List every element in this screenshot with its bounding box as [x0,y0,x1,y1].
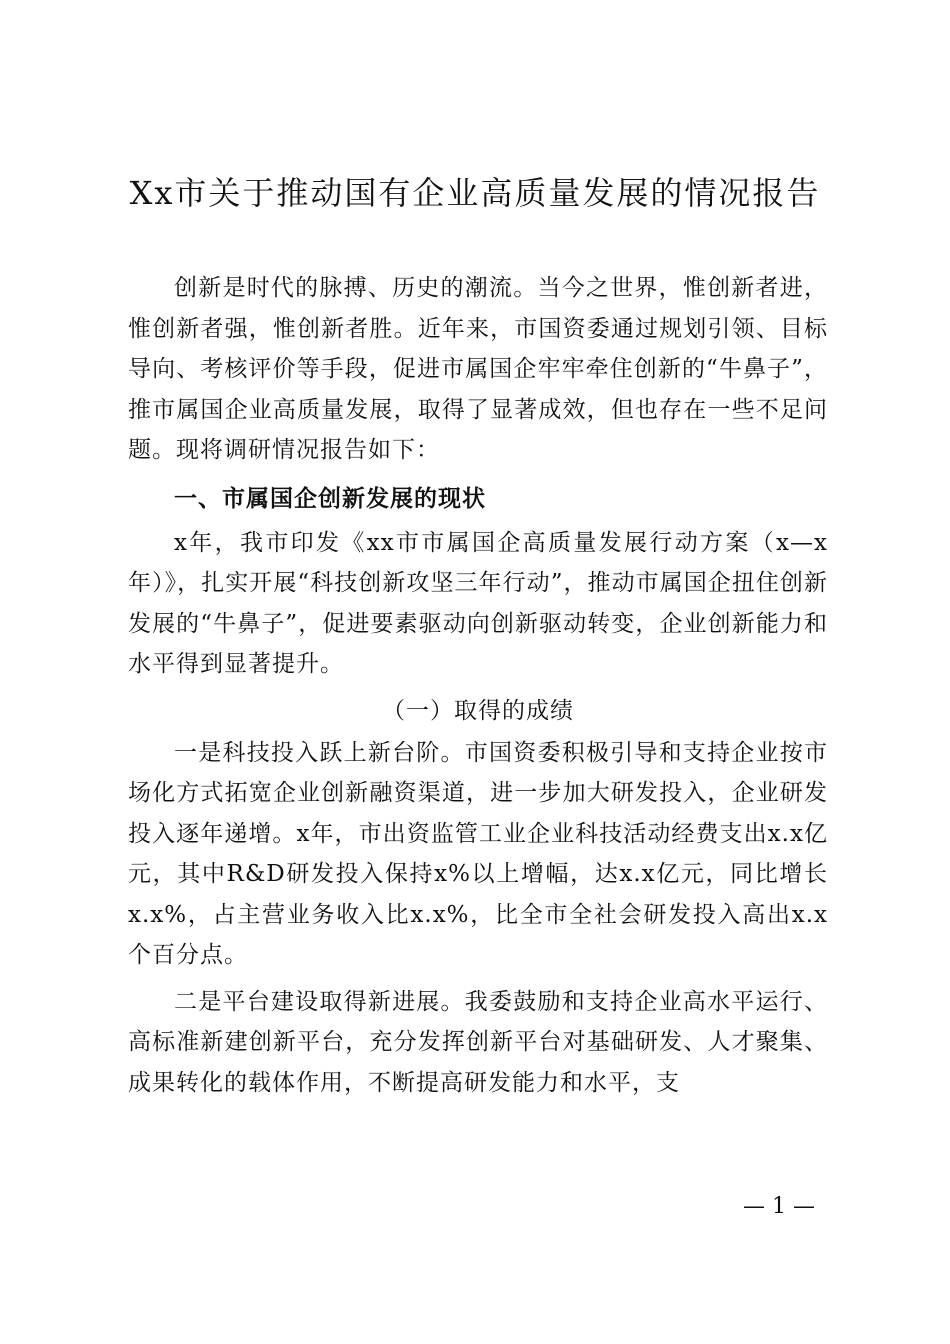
document-body [128,268,828,1103]
document-title: Xx市关于推动国有企业高质量发展的情况报告 [129,174,821,212]
section-heading-1: 一、市属国企创新发展的现状 [174,485,486,512]
page-number: — 1 — [743,1194,815,1219]
point2-paragraph: 二是平台建设取得新进展。我委鼓励和支持企业高水平运行、高标准新建创新平台，充分发挥创新平台对基础研发、人才聚集、成果转化的载体作用，不断提高研发能力和水平，支 [128,988,828,1096]
intro-paragraph: 创新是时代的脉搏、历史的潮流。当今之世界，惟创新者进，惟创新者强，惟创新者胜。近年来，市国资委通过规划引领、目标导向、考核评价等手段，促进市属国企牢牢牵住创新的“牛鼻子”，推市属国企业高质量发展，取得了显著成效，但也存在一些不足问题。现将调研情况报告如下： [128,275,828,463]
section1-paragraph: x年，我市印发《xx市市属国企高质量发展行动方案（x—x年）》，扎实开展“科技创新攻坚三年行动”，推动市属国企扭住创新发展的“牛鼻子”，促进要素驱动向创新驱动转变，企业创新能力和水平得到显著提升。 [128,529,828,677]
point1-paragraph: 一是科技投入跃上新台阶。市国资委积极引导和支持企业按市场化方式拓宽企业创新融资渠道，进一步加大研发投入，企业研发投入逐年递增。x年，市出资监管工业企业科技活动经费支出x.x亿元，其中R&D研发投入保持x%以上增幅，达x.x亿元，同比增长x.x%，占主营业务收入比x.x%，比全市全社会研发投入高出x.x个百分点。 [128,739,828,968]
subsection-heading-1: （一）取得的成绩 [382,697,574,724]
